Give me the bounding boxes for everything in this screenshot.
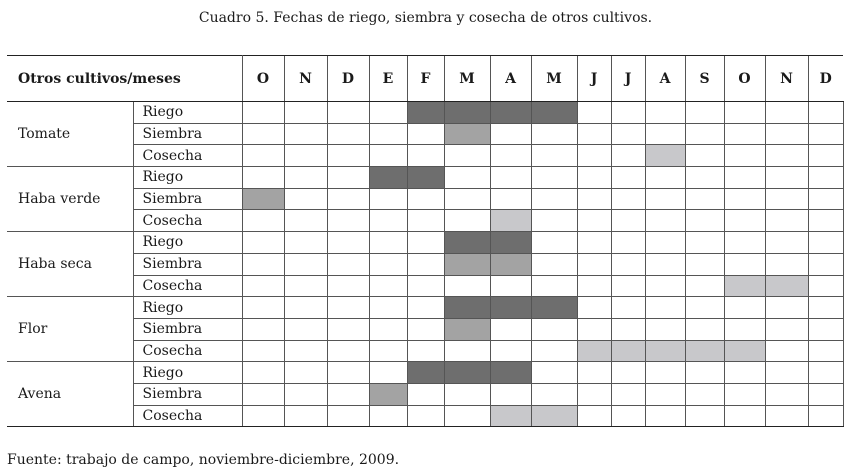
month-header: A — [645, 56, 685, 102]
cosecha-period-cell — [685, 340, 724, 362]
empty-cell — [327, 275, 369, 297]
empty-cell — [765, 188, 808, 210]
riego-period-cell — [444, 297, 490, 319]
empty-cell — [369, 318, 407, 340]
crop-calendar-table — [7, 55, 844, 427]
empty-cell — [369, 405, 407, 427]
empty-cell — [724, 188, 765, 210]
empty-cell — [645, 188, 685, 210]
empty-cell — [808, 318, 843, 340]
table-row — [7, 383, 843, 405]
month-header: N — [765, 56, 808, 102]
empty-cell — [407, 318, 444, 340]
empty-cell — [611, 297, 645, 319]
empty-cell — [808, 123, 843, 145]
empty-cell — [242, 232, 284, 254]
empty-cell — [242, 362, 284, 384]
empty-cell — [765, 362, 808, 384]
table-row — [7, 123, 843, 145]
empty-cell — [724, 362, 765, 384]
empty-cell — [808, 188, 843, 210]
empty-cell — [490, 188, 531, 210]
table-row — [7, 405, 843, 427]
siembra-period-cell — [444, 253, 490, 275]
empty-cell — [645, 297, 685, 319]
empty-cell — [577, 297, 611, 319]
empty-cell — [284, 275, 327, 297]
empty-cell — [724, 102, 765, 124]
empty-cell — [808, 145, 843, 167]
empty-cell — [327, 405, 369, 427]
riego-period-cell — [407, 362, 444, 384]
empty-cell — [242, 275, 284, 297]
empty-cell — [407, 188, 444, 210]
crop-name: Haba seca — [7, 232, 133, 297]
empty-cell — [490, 275, 531, 297]
table-row — [7, 275, 843, 297]
cosecha-period-cell — [645, 340, 685, 362]
empty-cell — [531, 340, 577, 362]
empty-cell — [284, 210, 327, 232]
empty-cell — [327, 232, 369, 254]
month-header: O — [242, 56, 284, 102]
empty-cell — [407, 253, 444, 275]
empty-cell — [577, 188, 611, 210]
activity-label: Cosecha — [133, 275, 242, 297]
cosecha-period-cell — [765, 275, 808, 297]
empty-cell — [490, 167, 531, 189]
table-row — [7, 210, 843, 232]
empty-cell — [645, 102, 685, 124]
empty-cell — [242, 102, 284, 124]
month-header: A — [490, 56, 531, 102]
crop-name: Haba verde — [7, 167, 133, 232]
riego-period-cell — [531, 297, 577, 319]
empty-cell — [685, 275, 724, 297]
month-header: J — [577, 56, 611, 102]
empty-cell — [369, 210, 407, 232]
empty-cell — [685, 297, 724, 319]
riego-period-cell — [444, 232, 490, 254]
empty-cell — [242, 145, 284, 167]
empty-cell — [369, 102, 407, 124]
table-row — [7, 232, 843, 254]
table-header-row — [7, 56, 843, 102]
month-header: F — [407, 56, 444, 102]
riego-period-cell — [531, 102, 577, 124]
table-row — [7, 145, 843, 167]
empty-cell — [242, 210, 284, 232]
empty-cell — [724, 297, 765, 319]
empty-cell — [611, 167, 645, 189]
empty-cell — [685, 318, 724, 340]
empty-cell — [611, 145, 645, 167]
empty-cell — [531, 123, 577, 145]
siembra-period-cell — [369, 383, 407, 405]
empty-cell — [284, 362, 327, 384]
empty-cell — [284, 318, 327, 340]
empty-cell — [327, 210, 369, 232]
month-header: E — [369, 56, 407, 102]
empty-cell — [611, 102, 645, 124]
empty-cell — [685, 383, 724, 405]
table-caption: Cuadro 5. Fechas de riego, siembra y cosecha de otros cultivos. — [198, 10, 653, 26]
empty-cell — [369, 232, 407, 254]
empty-cell — [284, 232, 327, 254]
empty-cell — [490, 318, 531, 340]
empty-cell — [765, 405, 808, 427]
month-header: D — [808, 56, 843, 102]
empty-cell — [327, 188, 369, 210]
empty-cell — [284, 383, 327, 405]
empty-cell — [284, 123, 327, 145]
riego-period-cell — [490, 232, 531, 254]
siembra-period-cell — [490, 253, 531, 275]
empty-cell — [685, 232, 724, 254]
empty-cell — [808, 232, 843, 254]
empty-cell — [369, 123, 407, 145]
activity-label: Cosecha — [133, 340, 242, 362]
cosecha-period-cell — [645, 145, 685, 167]
empty-cell — [611, 253, 645, 275]
empty-cell — [577, 275, 611, 297]
empty-cell — [531, 383, 577, 405]
empty-cell — [645, 275, 685, 297]
empty-cell — [327, 167, 369, 189]
empty-cell — [490, 145, 531, 167]
empty-cell — [369, 275, 407, 297]
empty-cell — [765, 210, 808, 232]
empty-cell — [531, 318, 577, 340]
activity-label: Cosecha — [133, 210, 242, 232]
empty-cell — [808, 405, 843, 427]
empty-cell — [765, 253, 808, 275]
empty-cell — [369, 253, 407, 275]
corner-header: Otros cultivos/meses — [7, 56, 242, 102]
empty-cell — [645, 383, 685, 405]
empty-cell — [765, 383, 808, 405]
empty-cell — [531, 253, 577, 275]
crop-name: Flor — [7, 297, 133, 362]
activity-label: Cosecha — [133, 405, 242, 427]
empty-cell — [645, 405, 685, 427]
cosecha-period-cell — [611, 340, 645, 362]
siembra-period-cell — [242, 188, 284, 210]
activity-label: Riego — [133, 362, 242, 384]
empty-cell — [242, 405, 284, 427]
empty-cell — [407, 275, 444, 297]
empty-cell — [808, 362, 843, 384]
empty-cell — [327, 340, 369, 362]
empty-cell — [242, 123, 284, 145]
empty-cell — [444, 383, 490, 405]
activity-label: Siembra — [133, 188, 242, 210]
empty-cell — [611, 210, 645, 232]
month-header: N — [284, 56, 327, 102]
empty-cell — [611, 123, 645, 145]
empty-cell — [808, 383, 843, 405]
empty-cell — [611, 188, 645, 210]
empty-cell — [407, 232, 444, 254]
riego-period-cell — [444, 362, 490, 384]
empty-cell — [765, 123, 808, 145]
month-header: M — [531, 56, 577, 102]
empty-cell — [765, 232, 808, 254]
empty-cell — [242, 383, 284, 405]
empty-cell — [284, 297, 327, 319]
empty-cell — [724, 318, 765, 340]
empty-cell — [724, 383, 765, 405]
empty-cell — [407, 297, 444, 319]
activity-label: Riego — [133, 297, 242, 319]
empty-cell — [284, 145, 327, 167]
month-header: J — [611, 56, 645, 102]
empty-cell — [765, 102, 808, 124]
empty-cell — [531, 167, 577, 189]
activity-label: Siembra — [133, 253, 242, 275]
empty-cell — [724, 123, 765, 145]
empty-cell — [327, 362, 369, 384]
empty-cell — [577, 145, 611, 167]
empty-cell — [685, 123, 724, 145]
empty-cell — [242, 297, 284, 319]
empty-cell — [284, 102, 327, 124]
empty-cell — [444, 340, 490, 362]
empty-cell — [808, 340, 843, 362]
empty-cell — [369, 362, 407, 384]
empty-cell — [531, 275, 577, 297]
table-row — [7, 253, 843, 275]
riego-period-cell — [369, 167, 407, 189]
empty-cell — [327, 253, 369, 275]
cosecha-period-cell — [490, 210, 531, 232]
empty-cell — [645, 167, 685, 189]
empty-cell — [327, 297, 369, 319]
empty-cell — [444, 210, 490, 232]
empty-cell — [242, 253, 284, 275]
empty-cell — [765, 167, 808, 189]
empty-cell — [531, 188, 577, 210]
crop-name: Tomate — [7, 102, 133, 167]
empty-cell — [577, 362, 611, 384]
table-body — [7, 102, 843, 427]
empty-cell — [407, 405, 444, 427]
month-header: D — [327, 56, 369, 102]
empty-cell — [765, 145, 808, 167]
riego-period-cell — [444, 102, 490, 124]
empty-cell — [685, 102, 724, 124]
empty-cell — [577, 383, 611, 405]
empty-cell — [577, 102, 611, 124]
empty-cell — [577, 232, 611, 254]
riego-period-cell — [490, 102, 531, 124]
cosecha-period-cell — [490, 405, 531, 427]
empty-cell — [284, 188, 327, 210]
riego-period-cell — [407, 167, 444, 189]
empty-cell — [645, 318, 685, 340]
empty-cell — [765, 340, 808, 362]
source-note: Fuente: trabajo de campo, noviembre-diciembre, 2009. — [7, 452, 400, 468]
empty-cell — [645, 362, 685, 384]
riego-period-cell — [407, 102, 444, 124]
empty-cell — [444, 405, 490, 427]
empty-cell — [645, 232, 685, 254]
month-header: S — [685, 56, 724, 102]
empty-cell — [327, 383, 369, 405]
activity-label: Siembra — [133, 383, 242, 405]
empty-cell — [444, 188, 490, 210]
empty-cell — [685, 167, 724, 189]
month-header: O — [724, 56, 765, 102]
empty-cell — [685, 405, 724, 427]
riego-period-cell — [490, 297, 531, 319]
empty-cell — [242, 318, 284, 340]
empty-cell — [611, 383, 645, 405]
empty-cell — [490, 340, 531, 362]
empty-cell — [577, 253, 611, 275]
empty-cell — [577, 405, 611, 427]
activity-label: Siembra — [133, 123, 242, 145]
empty-cell — [444, 167, 490, 189]
empty-cell — [685, 362, 724, 384]
table-row — [7, 318, 843, 340]
empty-cell — [765, 297, 808, 319]
empty-cell — [685, 145, 724, 167]
empty-cell — [724, 232, 765, 254]
empty-cell — [611, 318, 645, 340]
table-row — [7, 167, 843, 189]
empty-cell — [724, 210, 765, 232]
empty-cell — [407, 340, 444, 362]
table-row — [7, 362, 843, 384]
empty-cell — [685, 210, 724, 232]
empty-cell — [284, 405, 327, 427]
empty-cell — [611, 232, 645, 254]
cosecha-period-cell — [577, 340, 611, 362]
table-row — [7, 102, 843, 124]
table-row — [7, 340, 843, 362]
cosecha-period-cell — [724, 275, 765, 297]
month-header: M — [444, 56, 490, 102]
empty-cell — [369, 145, 407, 167]
empty-cell — [369, 188, 407, 210]
empty-cell — [808, 210, 843, 232]
empty-cell — [369, 297, 407, 319]
empty-cell — [284, 253, 327, 275]
empty-cell — [808, 275, 843, 297]
riego-period-cell — [490, 362, 531, 384]
empty-cell — [577, 123, 611, 145]
empty-cell — [808, 253, 843, 275]
empty-cell — [531, 210, 577, 232]
empty-cell — [724, 253, 765, 275]
activity-label: Riego — [133, 102, 242, 124]
empty-cell — [577, 318, 611, 340]
crop-name: Avena — [7, 362, 133, 427]
empty-cell — [407, 145, 444, 167]
empty-cell — [724, 405, 765, 427]
empty-cell — [685, 253, 724, 275]
empty-cell — [242, 340, 284, 362]
empty-cell — [724, 167, 765, 189]
empty-cell — [284, 167, 327, 189]
empty-cell — [242, 167, 284, 189]
empty-cell — [490, 123, 531, 145]
empty-cell — [327, 123, 369, 145]
empty-cell — [577, 210, 611, 232]
empty-cell — [444, 145, 490, 167]
empty-cell — [808, 297, 843, 319]
empty-cell — [407, 123, 444, 145]
siembra-period-cell — [444, 318, 490, 340]
activity-label: Riego — [133, 167, 242, 189]
empty-cell — [765, 318, 808, 340]
empty-cell — [611, 275, 645, 297]
empty-cell — [407, 210, 444, 232]
empty-cell — [327, 145, 369, 167]
cosecha-period-cell — [531, 405, 577, 427]
activity-label: Riego — [133, 232, 242, 254]
empty-cell — [444, 275, 490, 297]
empty-cell — [369, 340, 407, 362]
empty-cell — [808, 102, 843, 124]
empty-cell — [531, 232, 577, 254]
activity-label: Siembra — [133, 318, 242, 340]
empty-cell — [808, 167, 843, 189]
table-row — [7, 188, 843, 210]
siembra-period-cell — [444, 123, 490, 145]
empty-cell — [645, 210, 685, 232]
empty-cell — [645, 123, 685, 145]
table-row — [7, 297, 843, 319]
empty-cell — [531, 145, 577, 167]
empty-cell — [645, 253, 685, 275]
empty-cell — [724, 145, 765, 167]
empty-cell — [284, 340, 327, 362]
empty-cell — [531, 362, 577, 384]
cosecha-period-cell — [724, 340, 765, 362]
empty-cell — [490, 383, 531, 405]
empty-cell — [407, 383, 444, 405]
empty-cell — [327, 102, 369, 124]
empty-cell — [685, 188, 724, 210]
empty-cell — [577, 167, 611, 189]
activity-label: Cosecha — [133, 145, 242, 167]
empty-cell — [611, 362, 645, 384]
empty-cell — [611, 405, 645, 427]
empty-cell — [327, 318, 369, 340]
